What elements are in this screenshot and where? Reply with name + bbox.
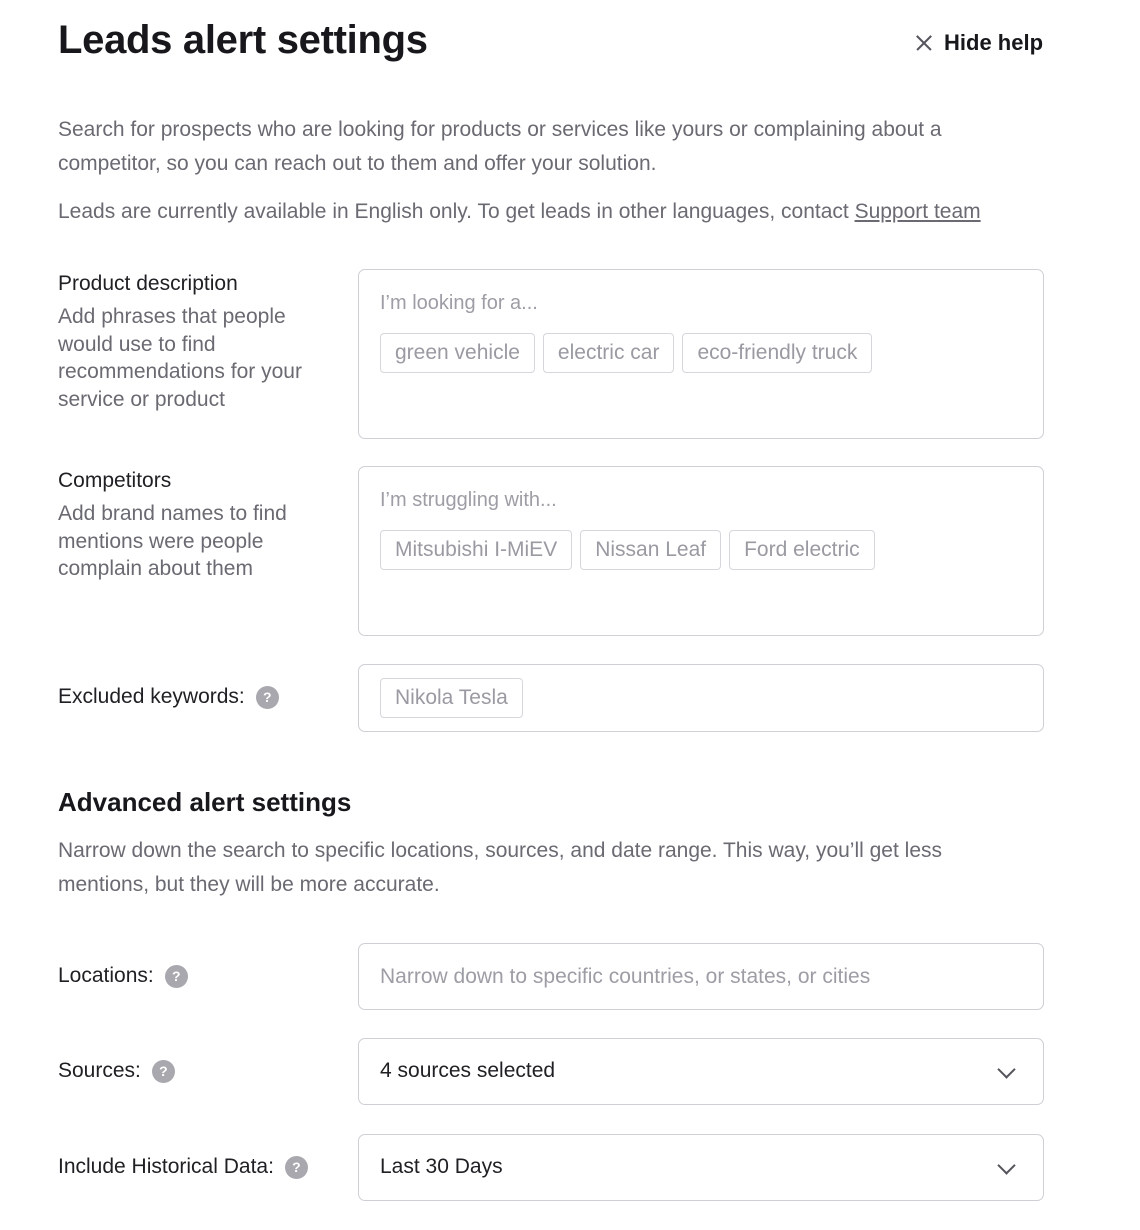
excluded-keywords-label [58,685,279,709]
close-icon [912,31,936,55]
chevron-down-icon [997,1060,1015,1078]
question-icon[interactable]: ? [256,686,279,709]
excluded-keywords-chips [380,678,523,718]
product-description-label-block [58,270,338,413]
competitors-chips [380,530,875,570]
sources-value: 4 sources selected [380,1059,556,1082]
phrase-chip[interactable]: green vehicle [380,333,535,373]
product-description-placeholder: I’m looking for a... [380,292,538,314]
locations-label [58,964,188,988]
language-note [58,195,981,229]
competitors-input[interactable] [358,466,1044,636]
historical-data-value: Last 30 Days [380,1155,503,1178]
advanced-settings-title: Advanced alert settings [58,787,352,817]
sources-select[interactable] [358,1038,1044,1105]
intro-text: Search for prospects who are looking for products or services like yours or complaining about a competitor, so you can reach out to them and offer your solution. [58,118,942,175]
excluded-keywords-input[interactable] [358,664,1044,732]
advanced-settings-description: Narrow down the search to specific locations, sources, and date range. This way, you’ll get less mentions, but they will be more accurate. [58,839,942,896]
sources-label [58,1059,175,1083]
competitors-placeholder: I’m struggling with... [380,489,557,511]
product-description-help: Add phrases that people would use to find recommendations for your service or product [58,305,302,411]
competitor-chip[interactable]: Ford electric [729,530,875,570]
locations-input[interactable] [380,944,1020,1009]
product-description-title: Product description [58,272,238,295]
competitor-chip[interactable]: Nissan Leaf [580,530,721,570]
excluded-keyword-chip[interactable]: Nikola Tesla [380,678,523,718]
language-note-text: Leads are currently available in English only. To get leads in other languages, contact [58,200,855,223]
product-description-chips [380,333,872,373]
historical-data-text: Include Historical Data: [58,1155,274,1178]
competitor-chip[interactable]: Mitsubishi I-MiEV [380,530,572,570]
competitors-help: Add brand names to find mentions were people complain about them [58,502,287,580]
product-description-input[interactable] [358,269,1044,439]
locations-field[interactable] [358,943,1044,1010]
phrase-chip[interactable]: electric car [543,333,675,373]
hide-help-button[interactable] [912,30,1043,56]
chevron-down-icon [997,1156,1015,1174]
question-icon[interactable]: ? [285,1156,308,1179]
competitors-title: Competitors [58,469,172,492]
competitors-label-block [58,467,338,583]
historical-data-select[interactable] [358,1134,1044,1201]
question-icon[interactable]: ? [165,965,188,988]
historical-data-label [58,1155,308,1179]
phrase-chip[interactable]: eco-friendly truck [682,333,872,373]
question-icon[interactable]: ? [152,1060,175,1083]
support-team-link[interactable]: Support team [854,200,981,223]
locations-text: Locations: [58,964,154,987]
excluded-keywords-text: Excluded keywords: [58,685,245,708]
hide-help-label: Hide help [944,30,1044,55]
page-title: Leads alert settings [58,18,428,62]
sources-text: Sources: [58,1059,141,1082]
